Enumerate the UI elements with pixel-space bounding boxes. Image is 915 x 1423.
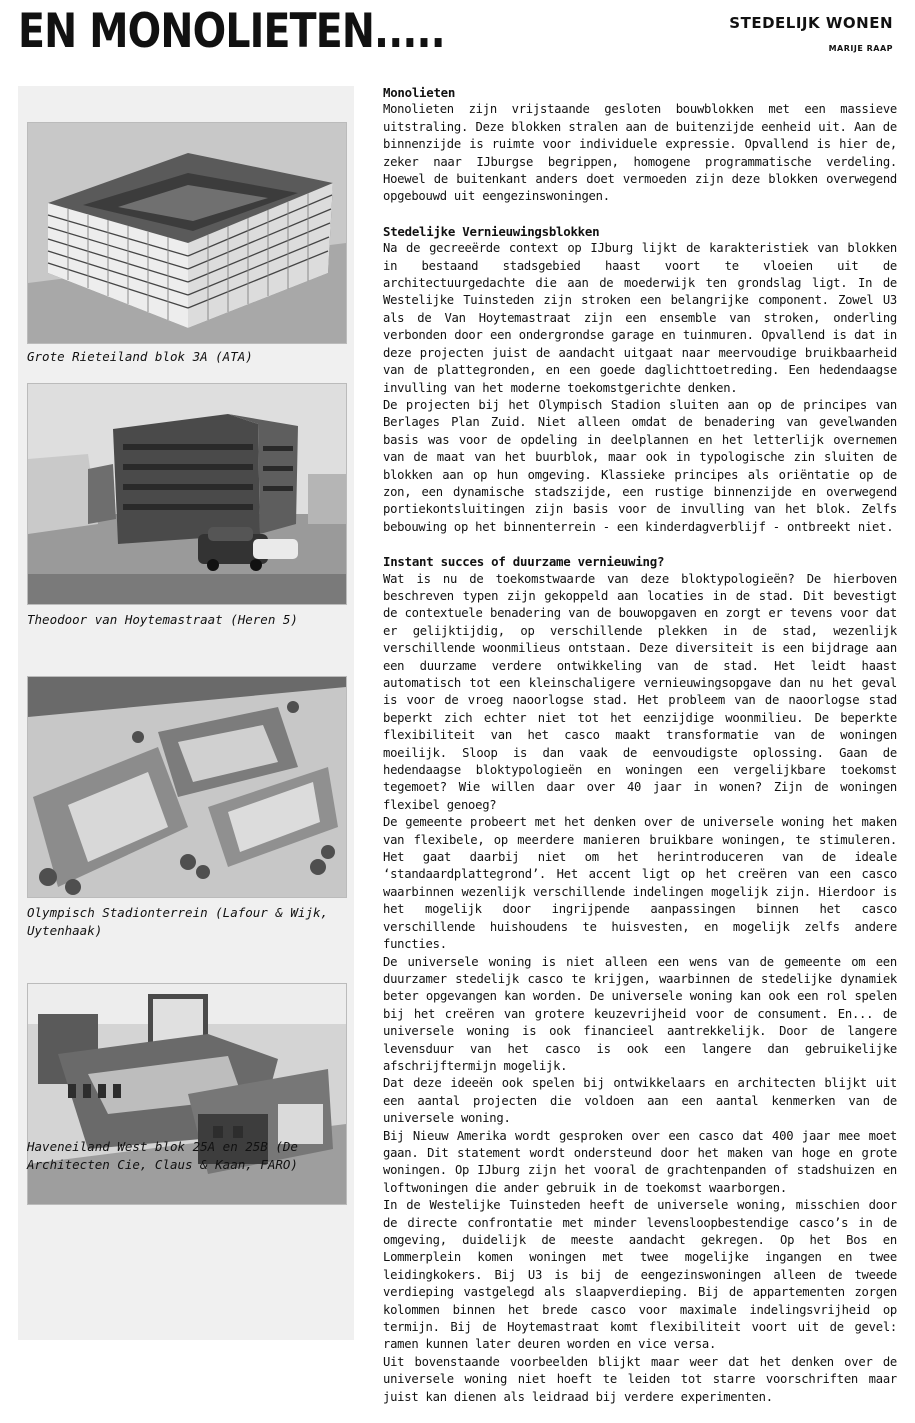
section-monolieten: [383, 84, 897, 206]
caption-olympisch-stadionterrein: Olympisch Stadionterrein (Lafour & Wijk, Uytenhaak): [27, 905, 329, 938]
paragraph: Wat is nu de toekomstwaarde van deze bloktypologieën? De hierboven beschreven typen zijn gekoppeld aan locaties in de stad. Dit bevestigt de contextuele benadering van de bouwopgaven en zorgt er tevens voor dat er gelijktijdig, op verschillende plekken in de stad, wezenlijk verschillende woonmilieus ontstaan. Deze diversiteit is een bijdrage aan een duurzame verdere ontwikkeling van de stad. Het leidt haast automatisch tot een kleinschaligere vernieuwingsopgave dan nu het geval is voor de vroeg naoorlogse stad. Het probleem van de naoorlogse stad beperkt zich echter niet tot het eenzijdige woonmilieu. De beperkte flexibiliteit van het casco maakt transformatie van de woningen moeilijk. Sloop is dan vaak de eenvoudigste oplossing. Gaan de hedendaagse bloktypologieën en woningen een vergelijkbare toekomst tegemoet? Wie willen daar over 40 jaar in wonen? Zijn de woningen flexibel genoeg?: [383, 571, 897, 812]
caption-grote-rieteiland: Grote Rieteiland blok 3A (ATA): [27, 349, 253, 364]
paragraph: Dat deze ideeën ook spelen bij ontwikkelaars en architecten blijkt uit een aantal projecten die voldoen aan een aantal kenmerken van de universele woning.: [383, 1076, 897, 1126]
section-instant-succes: [383, 553, 897, 1406]
paragraph: De universele woning is niet alleen een wens van de gemeente om een duurzamer stedelijk casco te krijgen, waarbinnen de stedelijke dynamiek beter opgevangen kan worden. De universele woning kan ook een rol spelen bij het creëren van grotere keuzevrijheid voor de consument. En... de universele woning is ook financieel aantrekkelijk. Door de langere levensduur van het casco is ook een langere dan gebruikelijke afschrijftermijn mogelijk.: [383, 954, 897, 1073]
photo-grote-rieteiland: [27, 122, 347, 344]
section-heading: Stedelijke Vernieuwingsblokken: [383, 223, 600, 239]
paragraph: Monolieten zijn vrijstaande gesloten bouwblokken met een massieve uitstraling. Deze blokken stralen aan de buitenzijde eenheid uit. Aan de binnenzijde is ruimte voor individuele expressie. Opvallend is hier de, zeker naar IJburgse begrippen, homogene programmatische verdeling. Hoewel de buitenkant anders doet vermoeden zijn deze blokken overwegend opgebouwd uit eengezinswoningen.: [383, 102, 897, 204]
paragraph: Bij Nieuw Amerika wordt gesproken over een casco dat 400 jaar mee moet gaan. Dit statement wordt ondersteund door het maken van hoge en grote woningen. Op IJburg zijn het vooral de grachtenpanden of stadshuizen en loftwoningen die ander gebruik in de toekomst waarborgen.: [383, 1128, 897, 1195]
paragraph: Na de gecreeërde context op IJburg lijkt de karakteristiek van blokken in bestaand stadsgebied haast voort te vloeien uit de architectuurgedachte die aan de moederwijk ten grondslag ligt. In de Westelijke Tuinsteden zijn stroken een belangrijke component. Zowel U3 als de Van Hoytemastraat zijn een ensemble van stroken, onderling verbonden door een ondergrondse garage en tuinmuren. Opvallend is dat in deze projecten juist de aandacht uitgaat naar meervoudige bruikbaarheid van de plattegronden, en een goede daglichttoetreding. Een hedendaagse invulling van het moderne toekomstgerichte denken.: [383, 241, 897, 395]
section-heading: Monolieten: [383, 85, 456, 100]
article-body: [383, 84, 897, 1423]
paragraph: In de Westelijke Tuinsteden heeft de universele woning, misschien door de directe confrontatie met minder levensloopbestendige casco’s in de omgeving, duidelijk de meeste aandacht gekregen. Op het Bos en Lommerplein komen woningen met twee mogelijke ingangen en twee leidingkokers. Bij U3 is bij de eengezinswoningen alleen de tweede verdieping vastgelegd als slaapverdieping. Bij de appartementen zorgen kolommen binnen het brede casco voor maximale indelingsvrijheid op termijn. Bij de Hoytemastraat komt flexibiliteit voort uit de gevel: ramen kunnen later deuren worden en vice versa.: [383, 1198, 897, 1352]
paragraph: De gemeente probeert met het denken over de universele woning het maken van flexibele, op meerdere manieren bruikbare woningen, te stimuleren. Het gaat daarbij niet om het herintroduceren van de ideale ‘standaardplattegrond’. Het accent ligt op het creëren van een casco waarbinnen wezenlijk verschillende indelingen mogelijk zijn. Hierdoor is het mogelijk door ingrijpende aanpassingen binnen het casco verschillende huishoudens te huisvesten, en mogelijk zelfs andere functies.: [383, 815, 897, 952]
author-name: MARIJE RAAP: [828, 44, 893, 53]
paragraph: De projecten bij het Olympisch Stadion sluiten aan op de principes van Berlages Plan Zuid. Niet alleen omdat de benadering van gevelwanden basis was voor de opdeling in deelplannen en het letterlijk overnemen van de maat van het buurblok, maar ook in typologische zin sluiten de blokken aan op hun omgeving. Klassieke principes als oriëntatie op de zon, een dynamische stadszijde, een rustige binnenzijde en overwegend portiekontsluitingen zijn basis voor de invulling van het blok. Zelfs bebouwing op het binnenterrein - een kinderdagverblijf - ontbreekt niet.: [383, 397, 897, 534]
caption-haveneiland-west: Haveneiland West blok 25A en 25B (De Architecten Cie, Claus & Kaan, FARO): [27, 1139, 298, 1172]
page-title: EN MONOLIETEN.....: [18, 4, 445, 59]
caption-hoytemastraat: Theodoor van Hoytemastraat (Heren 5): [27, 612, 298, 627]
photo-hoytemastraat: [27, 383, 347, 605]
photo-olympisch-stadionterrein: [27, 676, 347, 898]
section-heading: Instant succes of duurzame vernieuwing?: [383, 554, 665, 570]
image-sidebar: [18, 86, 354, 1340]
section-stedelijke-vernieuwingsblokken: [383, 223, 897, 536]
paragraph: Uit bovenstaande voorbeelden blijkt maar weer dat het denken over de universele woning niet hoeft te leiden tot starre voorschriften maar juist kan dienen als leidraad bij verdere experimenten.: [383, 1354, 897, 1404]
series-title: STEDELIJK WONEN: [729, 14, 893, 32]
